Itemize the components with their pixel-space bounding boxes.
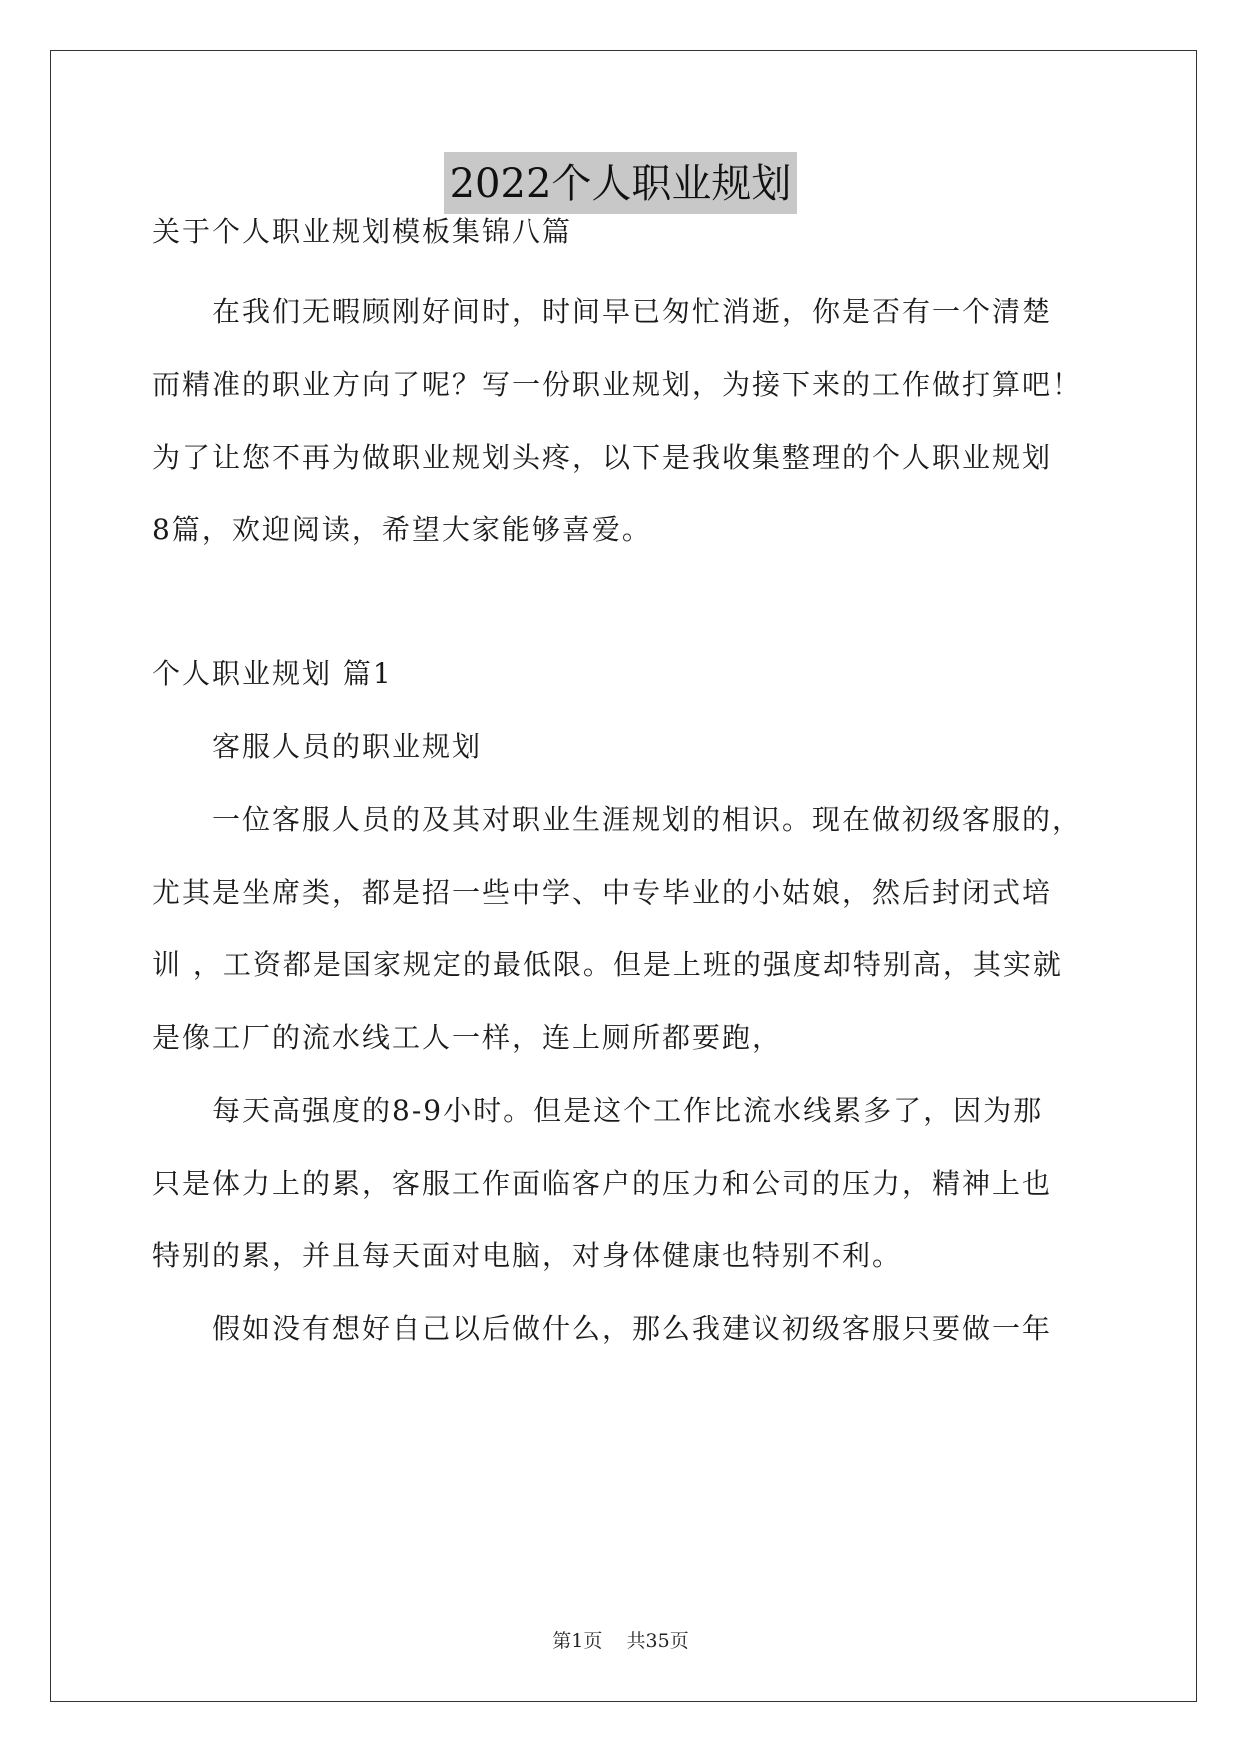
paragraph-line: 假如没有想好自己以后做什么，那么我建议初级客服只要做一年: [212, 1312, 1053, 1345]
paragraph-line: 每天高强度的8-9小时。但是这个工作比流水线累多了，因为那: [212, 1094, 1044, 1127]
paragraph-line: 一位客服人员的及其对职业生涯规划的相识。现在做初级客服的，: [212, 803, 1083, 836]
paragraph-line: 为了让您不再为做职业规划头疼，以下是我收集整理的个人职业规划: [152, 441, 1053, 474]
paragraph-line: 在我们无暇顾刚好间时，时间早已匆忙消逝，你是否有一个清楚: [212, 295, 1053, 328]
paragraph-line: 尤其是坐席类，都是招一些中学、中专毕业的小姑娘，然后封闭式培: [152, 876, 1053, 909]
paragraph-line: 特别的累，并且每天面对电脑，对身体健康也特别不利。: [152, 1239, 903, 1272]
paragraph-line: 训 ，工资都是国家规定的最低限。但是上班的强度却特别高，其实就: [152, 948, 1063, 981]
page-total: 共35页: [626, 1630, 689, 1652]
section-subheading: 客服人员的职业规划: [212, 730, 483, 763]
paragraph-line: 是像工厂的流水线工人一样，连上厕所都要跑，: [152, 1021, 783, 1054]
title-container: [0, 152, 1241, 214]
document-title: 2022个人职业规划: [444, 152, 798, 214]
paragraph-line: 8篇，欢迎阅读，希望大家能够喜爱。: [152, 513, 652, 546]
section-heading: 个人职业规划 篇1: [152, 657, 393, 690]
page-footer: [0, 1626, 1241, 1653]
subtitle-line: 关于个人职业规划模板集锦八篇: [152, 215, 573, 248]
paragraph-line: 只是体力上的累，客服工作面临客户的压力和公司的压力，精神上也: [152, 1167, 1053, 1200]
page-number: 第1页: [552, 1630, 603, 1652]
paragraph-line: 而精准的职业方向了呢？写一份职业规划，为接下来的工作做打算吧！: [152, 368, 1083, 401]
